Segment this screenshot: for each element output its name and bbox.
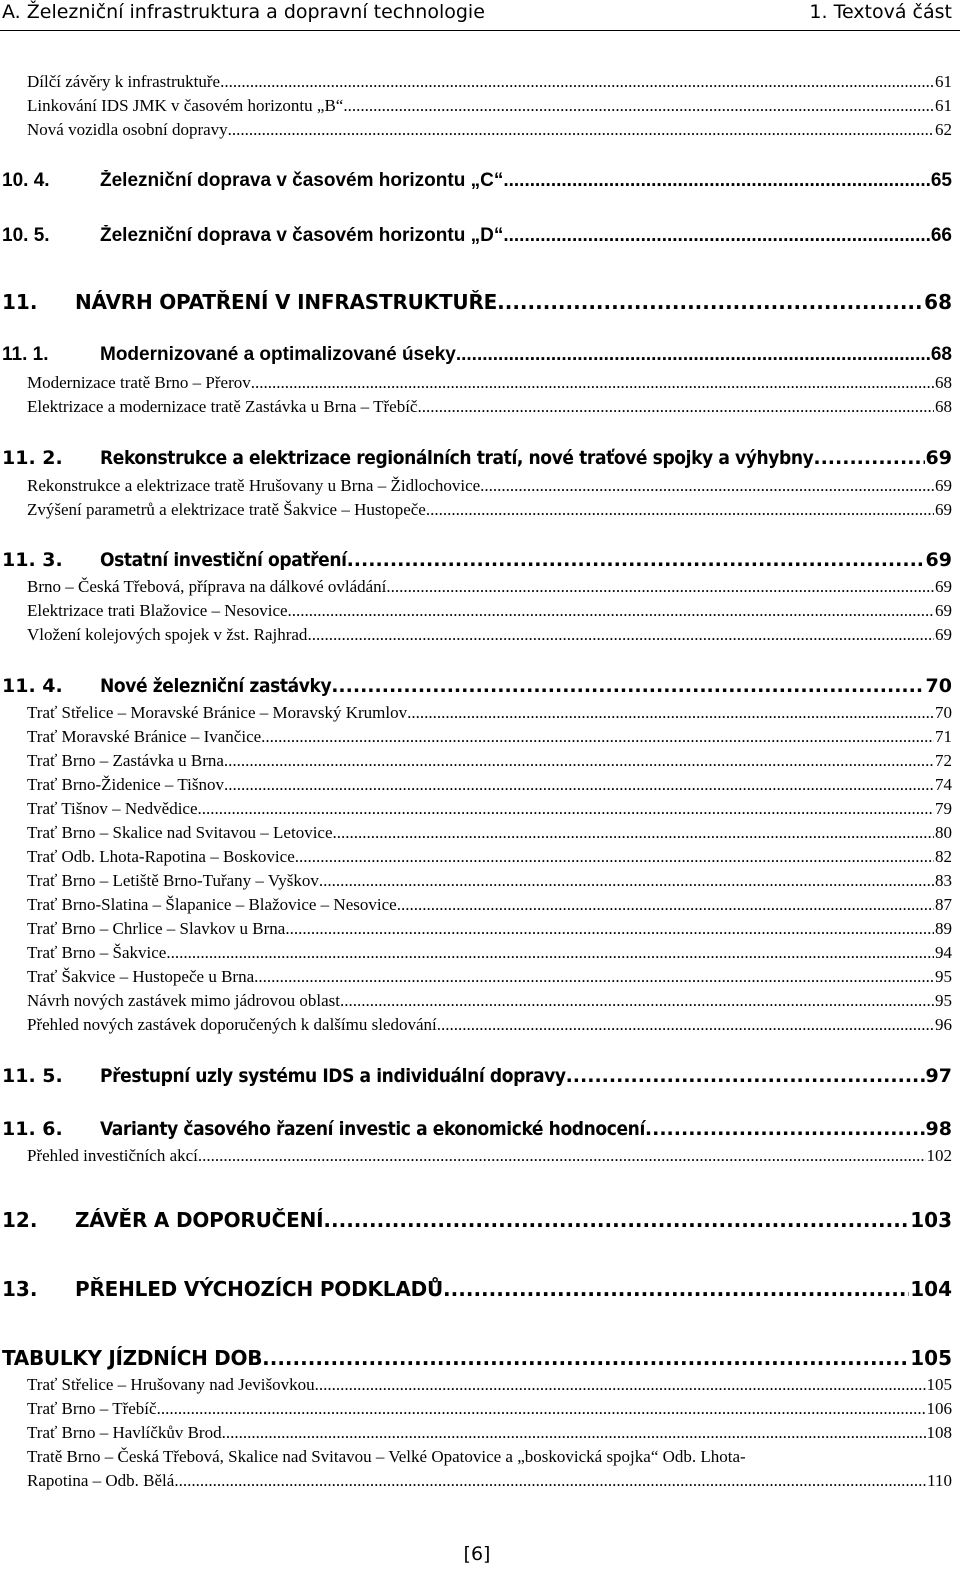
toc-chapter[interactable]: [2, 290, 952, 318]
toc-leader: [254, 967, 934, 987]
toc-entry[interactable]: [27, 1399, 952, 1421]
toc-heading-number: 11. 6.: [2, 1118, 63, 1140]
toc-entry-title: Brno – Česká Třebová, příprava na dálkové ovládání: [27, 577, 387, 596]
toc-leader: [220, 72, 934, 92]
toc-entry[interactable]: [27, 895, 952, 917]
toc-leader: [443, 1277, 909, 1301]
toc-leader: [319, 871, 934, 891]
toc-chapter[interactable]: [2, 1277, 952, 1305]
toc-heading[interactable]: [2, 1065, 952, 1091]
toc-leader: [426, 500, 934, 520]
toc-leader: [198, 1146, 926, 1166]
toc-entry[interactable]: [27, 823, 952, 845]
toc-entry-page: 71: [935, 727, 952, 746]
toc-entry-title-line2: Rapotina – Odb. Bělá: [27, 1471, 175, 1490]
toc-heading-page: 97: [925, 1065, 952, 1087]
toc-entry[interactable]: [27, 727, 952, 749]
toc-entry-page: 61: [935, 72, 952, 91]
toc-leader: [397, 895, 934, 915]
toc-entry-page: 96: [935, 1015, 952, 1034]
toc-heading[interactable]: [2, 447, 952, 473]
toc-entry-line2: [27, 1471, 952, 1493]
toc-entry-page: 105: [926, 1375, 952, 1394]
toc-leader: [333, 823, 934, 843]
toc-chapter-title: TABULKY JÍZDNÍCH DOB: [2, 1346, 263, 1370]
toc-leader: [315, 1375, 926, 1395]
toc-entry[interactable]: [27, 967, 952, 989]
toc-entry[interactable]: [27, 373, 952, 395]
toc-heading-number: 11. 4.: [2, 675, 63, 697]
toc-heading-number: 11. 1.: [2, 344, 49, 365]
toc-heading[interactable]: [2, 675, 952, 701]
toc-leader: [323, 1208, 909, 1232]
toc-entry[interactable]: [27, 625, 952, 647]
toc-leader: [503, 225, 930, 247]
toc-leader: [645, 1118, 925, 1140]
toc-leader: [503, 170, 930, 192]
toc-entry-page: 83: [935, 871, 952, 890]
toc-entry[interactable]: [27, 751, 952, 773]
toc-leader: [566, 1065, 925, 1087]
toc-chapter-number: 13.: [2, 1277, 38, 1301]
toc-entry-title: Přehled nových zastávek doporučených k dalšímu sledování: [27, 1015, 437, 1034]
toc-leader: [417, 397, 934, 417]
toc-entry-title: Přehled investičních akcí: [27, 1146, 198, 1165]
toc-entry-title: Trať Tišnov – Nedvědice: [27, 799, 198, 818]
toc-entry-title: Vložení kolejových spojek v žst. Rajhrad: [27, 625, 308, 644]
toc-entry[interactable]: [27, 601, 952, 623]
toc-entry[interactable]: [27, 500, 952, 522]
toc-entry-title: Rekonstrukce a elektrizace tratě Hrušovany u Brna – Židlochovice: [27, 476, 481, 495]
toc-entry[interactable]: [27, 919, 952, 941]
toc-entry-page: 68: [935, 397, 952, 416]
toc-leader: [285, 919, 934, 939]
toc-leader: [437, 1015, 934, 1035]
toc-entry-title: Trať Odb. Lhota-Rapotina – Boskovice: [27, 847, 295, 866]
toc-entry-page: 69: [935, 625, 952, 644]
running-header: [0, 0, 960, 31]
toc-leader: [198, 799, 934, 819]
toc-chapter-title: ZÁVĚR A DOPORUČENÍ: [75, 1208, 324, 1232]
toc-leader: [157, 1399, 926, 1419]
toc-entry-title: Elektrizace trati Blažovice – Nesovice: [27, 601, 288, 620]
header-section-label: 1. Textová část: [809, 1, 952, 23]
toc-leader: [251, 373, 934, 393]
toc-entry-page: 62: [935, 120, 952, 139]
toc-entry-title: Trať Brno – Letiště Brno-Tuřany – Vyškov: [27, 871, 319, 890]
toc-entry-page: 108: [926, 1423, 952, 1442]
toc-heading-title: Železniční doprava v časovém horizontu „D“: [100, 225, 504, 246]
toc-heading-page: 70: [925, 675, 952, 697]
toc-entry-title: Trať Střelice – Moravské Bránice – Moravský Krumlov: [27, 703, 408, 722]
toc-entry-page: 106: [926, 1399, 952, 1418]
toc-chapter-page: 104: [910, 1277, 952, 1301]
toc-heading-page: 98: [925, 1118, 952, 1140]
toc-entry-title: Trať Brno – Chrlice – Slavkov u Brna: [27, 919, 286, 938]
toc-entry[interactable]: [27, 703, 952, 725]
toc-entry-page: 110: [927, 1471, 952, 1490]
toc-entry[interactable]: [27, 1015, 952, 1037]
toc-chapter[interactable]: [2, 1208, 952, 1236]
toc-leader: [307, 625, 934, 645]
toc-entry-page: 82: [935, 847, 952, 866]
toc-heading-number: 11. 2.: [2, 447, 63, 469]
toc-heading-title: Železniční doprava v časovém horizontu „C“: [100, 170, 504, 191]
toc-entry-title: Nová vozidla osobní dopravy: [27, 120, 228, 139]
toc-heading-page: 66: [930, 225, 952, 246]
toc-leader: [331, 675, 924, 697]
toc-heading[interactable]: [2, 344, 952, 370]
toc-entry-page: 72: [935, 751, 952, 770]
toc-entry[interactable]: [27, 943, 952, 965]
toc-leader: [386, 577, 934, 597]
toc-entry[interactable]: [27, 72, 952, 94]
toc-heading-title: Rekonstrukce a elektrizace regionálních tratí, nové traťové spojky a výhybny: [100, 447, 814, 469]
toc-chapter[interactable]: [2, 1346, 952, 1374]
toc-chapter-number: 11.: [2, 290, 38, 314]
toc-entry-title: Trať Brno-Slatina – Šlapanice – Blažovice – Nesovice: [27, 895, 397, 914]
toc-leader: [343, 96, 934, 116]
toc-entry-page: 89: [935, 919, 952, 938]
toc-entry-title-line1: Tratě Brno – Česká Třebová, Skalice nad Svitavou – Velké Opatovice a „boskovická spojka“ Odb. Lhota-: [27, 1447, 746, 1466]
toc-entry-page: 87: [935, 895, 952, 914]
toc-leader: [497, 290, 923, 314]
toc-entry-title: Trať Brno – Šakvice: [27, 943, 167, 962]
toc-entry[interactable]: [27, 1375, 952, 1397]
toc-leader: [174, 1471, 926, 1491]
toc-leader: [262, 1346, 909, 1370]
toc-entry[interactable]: [27, 397, 952, 419]
toc-heading-number: 11. 3.: [2, 549, 63, 571]
toc-chapter-title: PŘEHLED VÝCHOZÍCH PODKLADŮ: [75, 1277, 444, 1301]
toc-leader: [224, 775, 934, 795]
toc-entry-page: 102: [926, 1146, 952, 1165]
toc-entry[interactable]: [27, 847, 952, 869]
toc-chapter-title: NÁVRH OPATŘENÍ V INFRASTRUKTUŘE: [75, 290, 498, 314]
toc-entry-title: Návrh nových zastávek mimo jádrovou oblast: [27, 991, 341, 1010]
toc-entry[interactable]: [27, 120, 952, 142]
toc-heading-title: Modernizované a optimalizované úseky: [100, 344, 456, 365]
toc-chapter-page: 105: [910, 1346, 952, 1370]
toc-entry[interactable]: [27, 1146, 952, 1168]
toc-leader: [340, 991, 934, 1011]
toc-entry[interactable]: [27, 775, 952, 797]
toc-leader: [347, 549, 925, 571]
toc-entry-page: 80: [935, 823, 952, 842]
toc-entry-page: 69: [935, 500, 952, 519]
toc-heading-page: 65: [930, 170, 952, 191]
toc-leader: [480, 476, 934, 496]
toc-leader: [261, 727, 934, 747]
toc-entry-page: 95: [935, 967, 952, 986]
toc-heading-title: Nové železniční zastávky: [100, 675, 332, 697]
toc-heading[interactable]: [2, 170, 952, 196]
page-number-label: [6]: [463, 1543, 491, 1565]
toc-heading-title: Ostatní investiční opatření: [100, 549, 347, 571]
toc-entry-title: Trať Brno – Třebíč: [27, 1399, 157, 1418]
toc-heading-page: 69: [925, 447, 952, 469]
toc-entry[interactable]: [27, 1423, 952, 1445]
toc-entry[interactable]: [27, 871, 952, 893]
toc-heading-number: 10. 5.: [2, 225, 50, 246]
toc-heading-number: 10. 4.: [2, 170, 50, 191]
toc-entry[interactable]: [27, 577, 952, 599]
toc-leader: [407, 703, 934, 723]
toc-entry-title: Trať Brno – Havlíčkův Brod: [27, 1423, 222, 1442]
toc-chapter-number: 12.: [2, 1208, 38, 1232]
toc-leader: [813, 447, 924, 469]
toc-entry-page: 94: [935, 943, 952, 962]
toc-entry-title: Dílčí závěry k infrastruktuře: [27, 72, 221, 91]
toc-entry-page: 95: [935, 991, 952, 1010]
toc-chapter-page: 103: [910, 1208, 952, 1232]
toc-heading-page: 69: [925, 549, 952, 571]
toc-heading[interactable]: [2, 549, 952, 575]
toc-leader: [222, 1423, 926, 1443]
toc-entry-page: 69: [935, 577, 952, 596]
toc-entry-title: Elektrizace a modernizace tratě Zastávka u Brna – Třebíč: [27, 397, 418, 416]
toc-heading-title: Varianty časového řazení investic a ekonomické hodnocení: [100, 1118, 645, 1140]
toc-entry-title: Trať Brno – Skalice nad Svitavou – Letovice: [27, 823, 333, 842]
toc-entry-title: Trať Střelice – Hrušovany nad Jevišovkou: [27, 1375, 315, 1394]
toc-leader: [166, 943, 934, 963]
toc-entry-wrapped[interactable]: [27, 1447, 952, 1493]
toc-heading[interactable]: [2, 1118, 952, 1144]
toc-leader: [295, 847, 934, 867]
toc-leader: [224, 751, 934, 771]
toc-heading-number: 11. 5.: [2, 1065, 63, 1087]
toc-heading[interactable]: [2, 225, 952, 251]
toc-heading-title: Přestupní uzly systému IDS a individuální dopravy: [100, 1065, 566, 1087]
toc-entry-page: 70: [935, 703, 952, 722]
toc-leader: [456, 344, 930, 366]
toc-entry-title: Trať Moravské Bránice – Ivančice: [27, 727, 262, 746]
toc-entry-title: Modernizace tratě Brno – Přerov: [27, 373, 251, 392]
toc-entry-page: 69: [935, 601, 952, 620]
toc-entry-page: 61: [935, 96, 952, 115]
toc-entry-title: Zvýšení parametrů a elektrizace tratě Šakvice – Hustopeče: [27, 500, 426, 519]
toc-entry-page: 79: [935, 799, 952, 818]
toc-entry-title: Trať Šakvice – Hustopeče u Brna: [27, 967, 255, 986]
header-document-title: A. Železniční infrastruktura a dopravní technologie: [2, 1, 485, 23]
toc-entry-page: 69: [935, 476, 952, 495]
toc-entry-page: 74: [935, 775, 952, 794]
toc-entry-title: Linkování IDS JMK v časovém horizontu „B“: [27, 96, 344, 115]
toc-heading-page: 68: [930, 344, 952, 365]
toc-entry[interactable]: [27, 991, 952, 1013]
toc-leader: [228, 120, 934, 140]
page-number: [0, 1543, 960, 1565]
toc-leader: [288, 601, 934, 621]
toc-entry-page: 68: [935, 373, 952, 392]
toc-chapter-page: 68: [924, 290, 952, 314]
toc-entry[interactable]: [27, 799, 952, 821]
toc-entry-title: Trať Brno – Zastávka u Brna: [27, 751, 224, 770]
toc-entry[interactable]: [27, 96, 952, 118]
toc-entry-title: Trať Brno-Židenice – Tišnov: [27, 775, 224, 794]
toc-entry[interactable]: [27, 476, 952, 498]
